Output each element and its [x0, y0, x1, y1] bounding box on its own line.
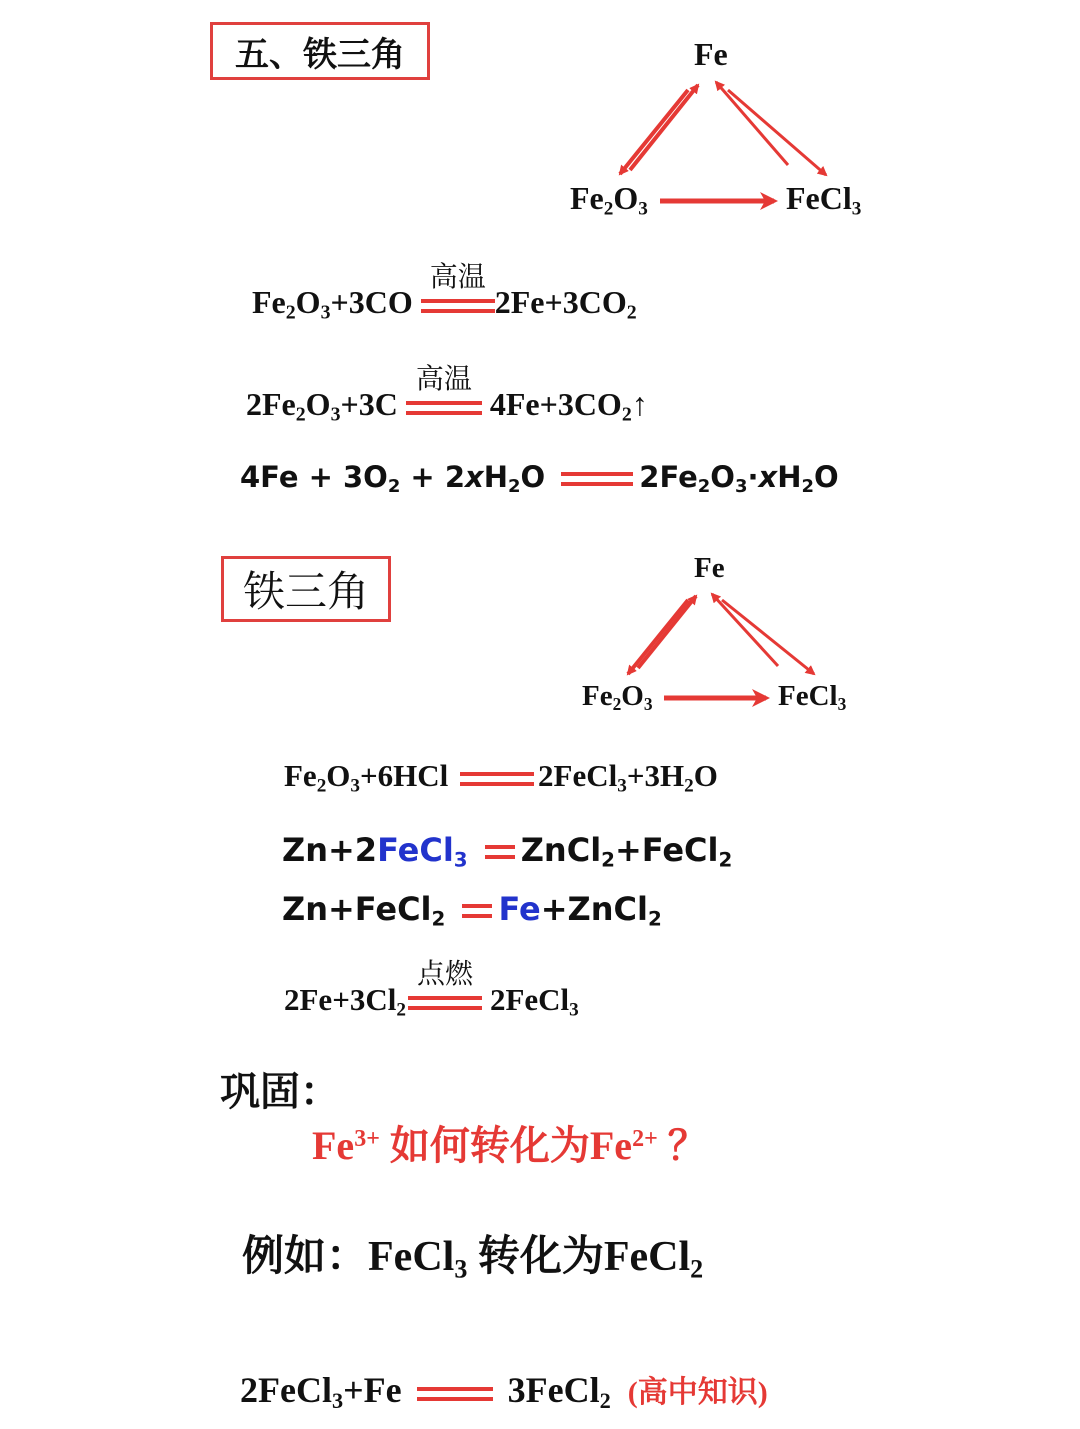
section1-title-box: [210, 22, 430, 80]
equation-fe-cl2: $2Fe+3Cl_2$ 点燃 2FeCl$_3$: [284, 956, 579, 1021]
condition-high-temp: 高温: [429, 259, 486, 293]
note-high-school: (高中知识): [627, 1376, 768, 1409]
equals-sign: [421, 259, 495, 313]
node-fecl3: FeCl$_3$: [778, 680, 847, 714]
arrow-fecl3-to-fe: [716, 82, 788, 165]
iron-triangle-1: [560, 30, 880, 230]
section2-title: 铁三角: [242, 567, 369, 616]
node-fe-top: Fe: [694, 36, 728, 72]
example-line: 例如：FeCl$_3$ 转化为FeCl$_2$: [242, 1234, 704, 1284]
equals-sign: [408, 956, 482, 1010]
arrow-fe-to-fecl3: [728, 90, 826, 175]
equals-sign: [485, 845, 515, 859]
equation-fe2o3-c: $2Fe_2O_3+3C$ 高温 $4Fe+3CO_2↑$: [246, 361, 648, 426]
condition-ignite: 点燃: [416, 956, 473, 990]
equation-fe2o3-co: $Fe_2O_3+3CO$ 高温 $2Fe+3CO_2$: [252, 259, 637, 324]
equals-sign: [406, 361, 482, 415]
node-fecl3: FeCl$_3$: [786, 180, 862, 220]
equals-sign: [417, 1387, 493, 1401]
section2-title-box: [221, 556, 391, 622]
arrow-fe2o3-to-fe: [638, 596, 696, 668]
highlight-fecl3: FeCl$_3$: [377, 831, 468, 872]
arrow-fe-to-fecl3: [722, 600, 814, 674]
arrow-fe-to-fe2o3: [620, 90, 688, 174]
node-fe2o3: $Fe_2O_3$: [570, 180, 648, 220]
equation-zn-fecl3: Zn+2FeCl$_3$ ZnCl$_2$+FeCl$_2$: [282, 831, 733, 872]
section1-title: 五、铁三角: [235, 34, 405, 75]
equation-fecl3-fe: 2FeCl$_3$+Fe 3FeCl$_2$ (高中知识): [240, 1370, 768, 1414]
node-fe-top: Fe: [694, 552, 725, 584]
equals-sign: [561, 472, 633, 486]
arrow-fe2o3-to-fe: [630, 85, 698, 170]
equals-sign: [462, 904, 492, 918]
arrow-fecl3-to-fe: [712, 594, 778, 666]
node-fe2o3: $Fe_2O_3$: [582, 680, 653, 714]
condition-high-temp: 高温: [415, 361, 472, 395]
equation-rusting: $4Fe + 3O_2 + 2xH_2O$ $2Fe_2O_3\cdot xH_2O$: [240, 460, 839, 498]
highlight-fe: Fe: [498, 890, 541, 928]
equation-zn-fecl2: Zn+FeCl$_2$ Fe+ZnCl$_2$: [282, 890, 662, 931]
arrow-fe-to-fe2o3: [628, 600, 688, 674]
consolidate-label: 巩固：: [220, 1069, 340, 1115]
equals-sign: [460, 772, 534, 786]
iron-triangle-2: [570, 548, 870, 728]
equation-fe2o3-hcl: $Fe_2O_3+6HCl$ $2FeCl_3+3H_2O$: [284, 758, 718, 797]
consolidate-question: $Fe^{3+}$ 如何转化为$Fe^{2+}$ ？: [312, 1123, 708, 1168]
